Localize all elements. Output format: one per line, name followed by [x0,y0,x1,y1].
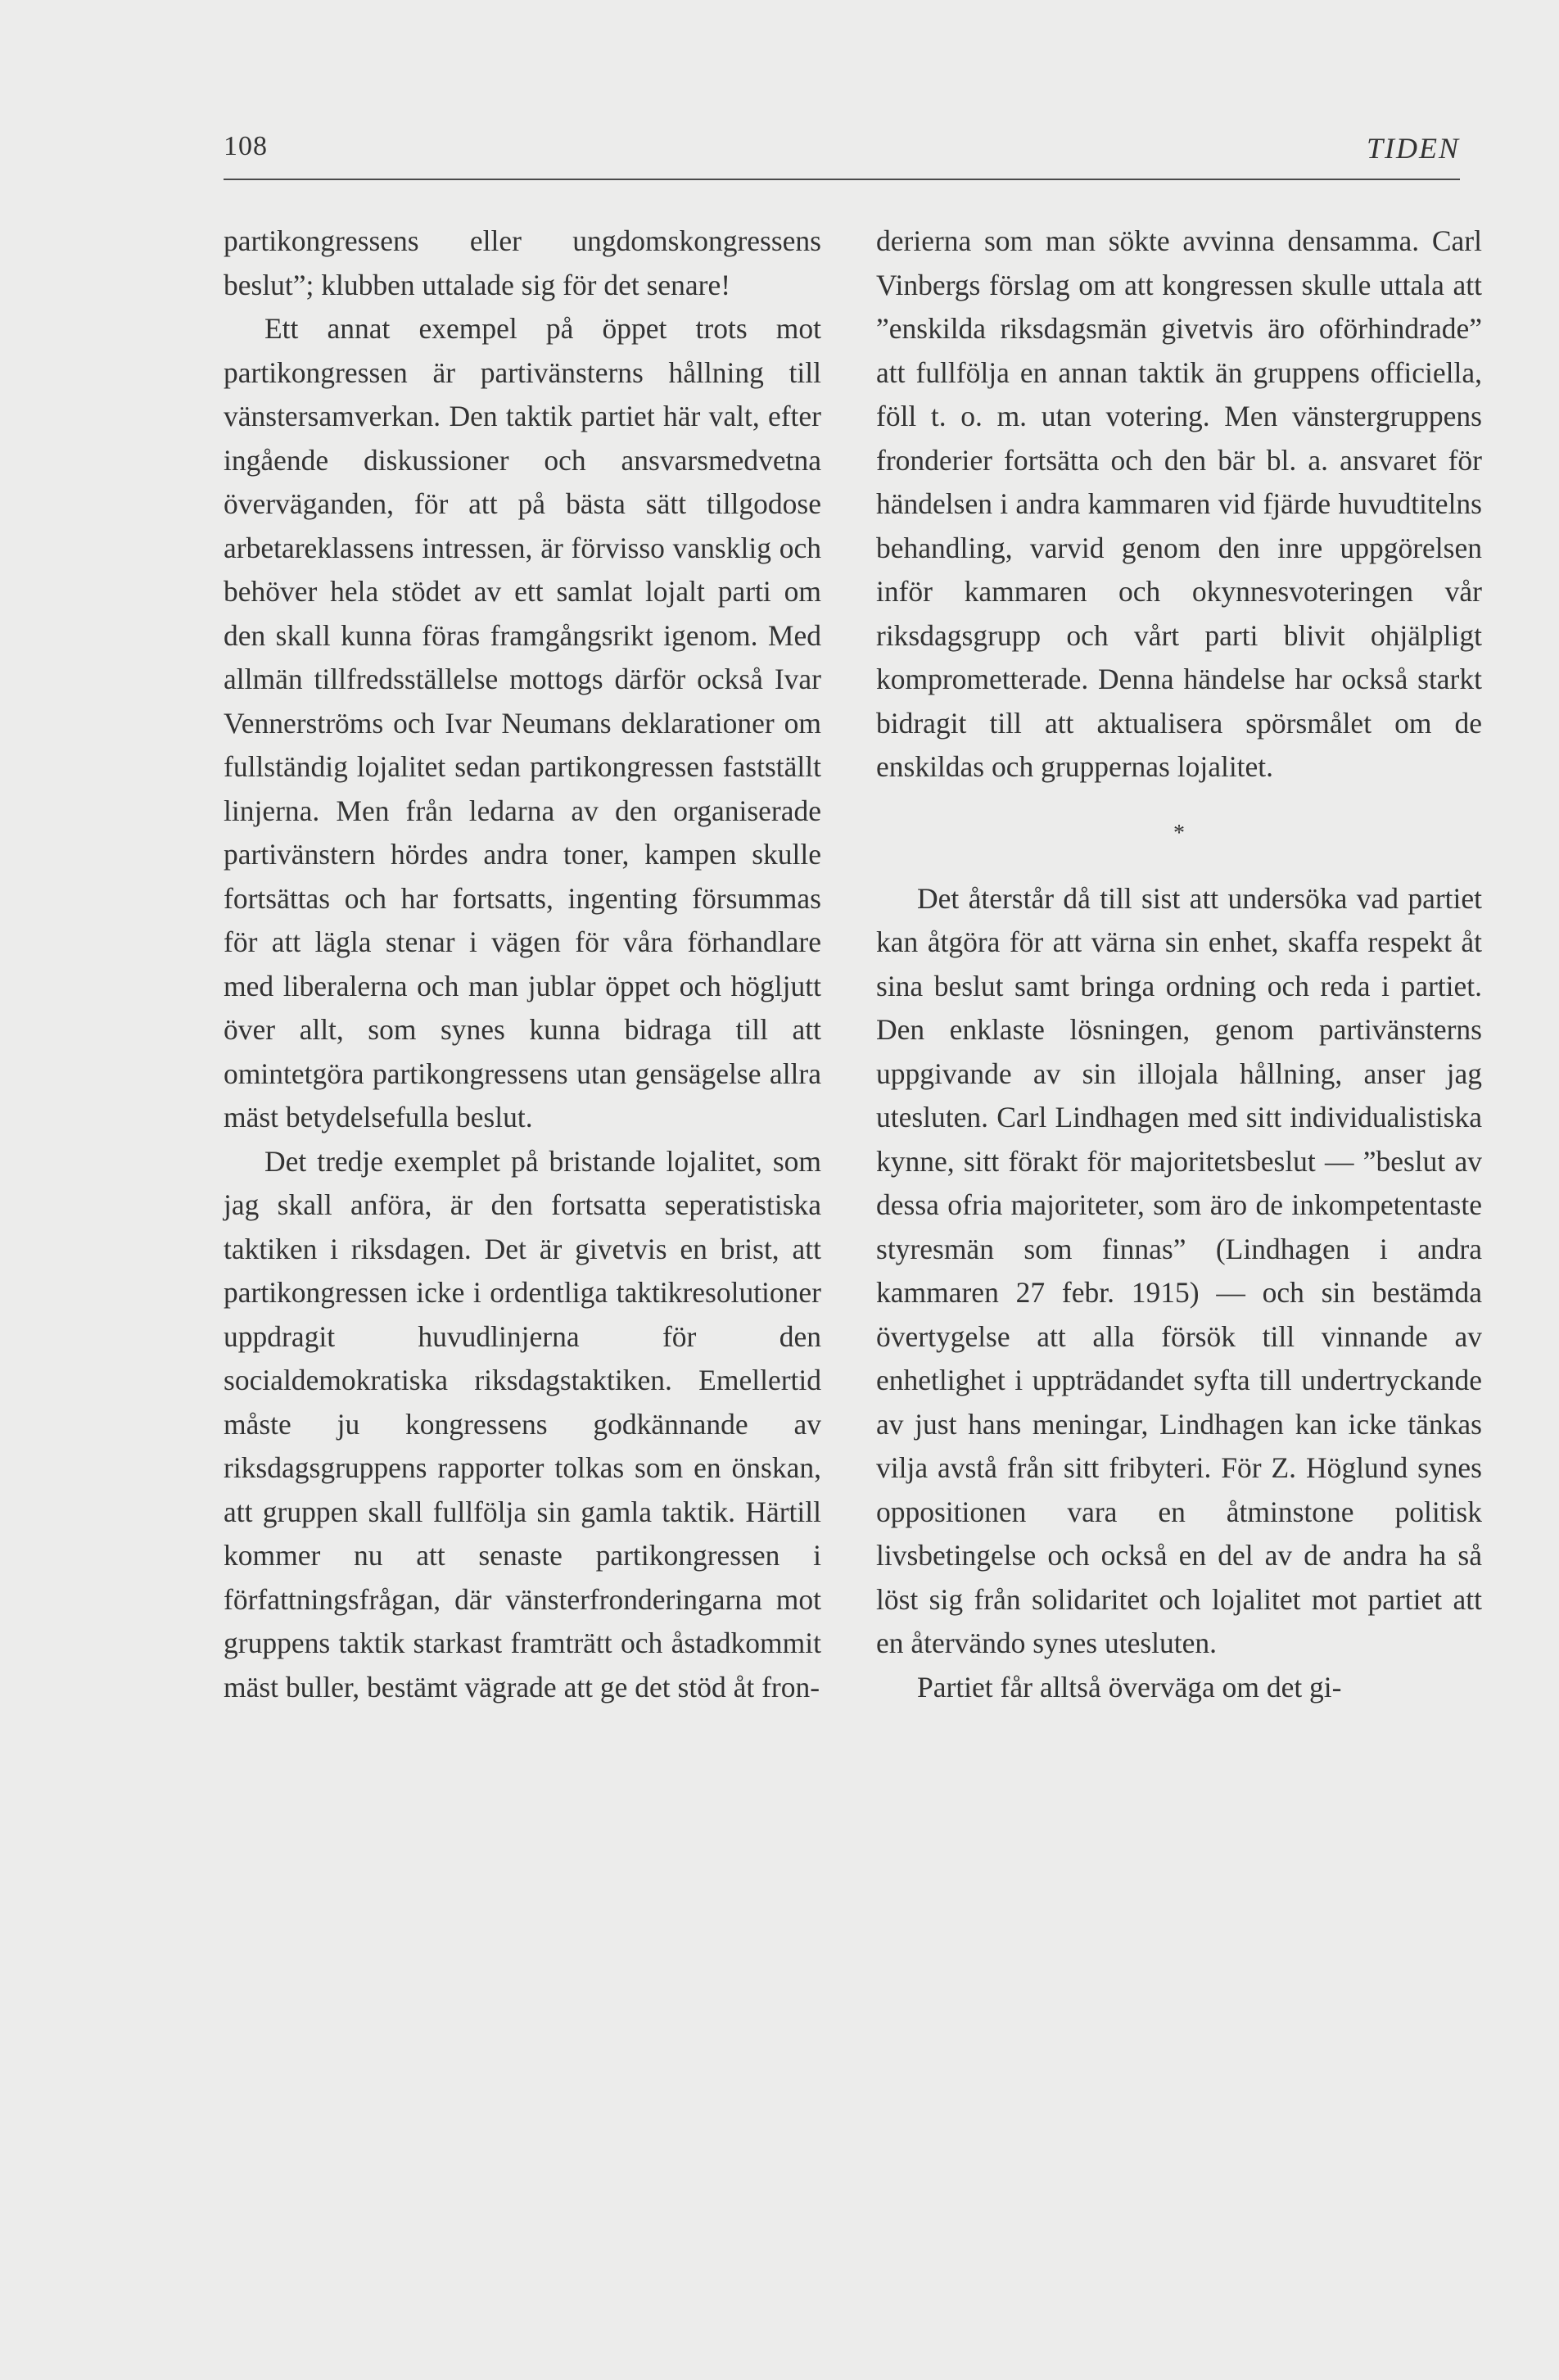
paragraph: partikongressens eller ungdomskongressens beslut”; klubben uttalade sig för det senare! [224,224,821,301]
page-number: 108 [224,131,268,161]
right-column [876,219,1482,1709]
paragraph: Partiet får alltså överväga om det gi- [917,1670,1342,1704]
header-rule [224,179,1460,180]
paragraph: derierna som man sökte avvinna densamma. Carl Vinbergs förslag om att kongressen skulle uttala att ”enskilda riksdagsmän givetvis äro oförhindrade” att fullfölja en annan taktik än gruppens officiella, föll t. o. m. utan votering. Men vänstergruppens fronderier fortsätta och den bär bl. a. ansvaret för händelsen i andra kammaren vid fjärde huvudtitelns behandling, varvid genom den inre uppgörelsen inför kammaren och okynnesvoteringen vår riksdagsgrupp och vårt parti blivit ohjälpligt komprometterade. Denna händelse har också starkt bidragit till att aktualisera spörsmålet om de enskildas och gruppernas lojalitet. [876,224,1482,783]
running-title: TIDEN [1366,132,1460,165]
paragraph: Ett annat exempel på öppet trots mot partikongressen är partivänsterns hållning till vänstersamverkan. Den taktik partiet här valt, efter ingående diskussioner och ansvarsmedvetna överväganden, för att på bästa sätt tillgodose arbetareklassens intressen, är förvisso vansklig och behöver hela stödet av ett samlat lojalt parti om den skall kunna föras framgångsrikt igenom. Med allmän tillfredsställelse mottogs därför också Ivar Vennerströms och Ivar Neumans deklarationer om fullständig lojalitet sedan partikongressen fastställt linjerna. Men från ledarna av den organiserade partivänstern hördes andra toner, kampen skulle fortsättas och har fortsatts, ingenting försummas för att lägla stenar i vägen för våra förhandlare med liberalerna och man jublar öppet och högljutt över allt, som synes kunna bidraga till att omintetgöra partikongressens utan gensägelse allra mäst betydelsefulla beslut. [224,312,821,1133]
page-header [224,131,1460,177]
left-column [224,219,821,1709]
section-break-asterisk: * [1173,820,1185,846]
paragraph: Det återstår då till sist att undersöka vad partiet kan åtgöra för att värna sin enhet, skaffa respekt åt sina beslut samt bringa ordning och reda i partiet. Den enklaste lösningen, genom partivänsterns uppgivande av sin illojala hållning, anser jag utesluten. Carl Lindhagen med sitt individualistiska kynne, sitt förakt för majoritetsbeslut — ”beslut av dessa ofria majoriteter, som äro de inkompetentaste styresmän som finnas” (Lindhagen i andra kammaren 27 febr. 1915) — och sin bestämda övertygelse att alla försök till vinnande av enhetlighet i uppträdandet syfta till undertryckande av just hans meningar, Lindhagen kan icke tänkas vilja avstå från sitt fribyteri. För Z. Höglund synes oppositionen vara en åtminstone politisk livsbetingelse och också en del av de andra ha så löst sig från solidaritet och lojalitet mot partiet att en återvändo synes utesluten. [876,881,1482,1659]
paragraph: Det tredje exemplet på bristande lojalitet, som jag skall anföra, är den fortsatta seperatistiska taktiken i riksdagen. Det är givetvis en brist, att partikongressen icke i ordentliga taktikresolutioner uppdragit huvudlinjerna för den socialdemokratiska riksdagstaktiken. Emellertid måste ju kongressens godkännande av riksdagsgruppens rapporter tolkas som en önskan, att gruppen skall fullfölja sin gamla taktik. Härtill kommer nu att senaste partikongressen i författningsfrågan, där vänsterfronderingarna mot gruppens taktik starkast framträtt och åstadkommit mäst buller, bestämt vägrade att ge det stöd åt fron- [224,1144,821,1704]
